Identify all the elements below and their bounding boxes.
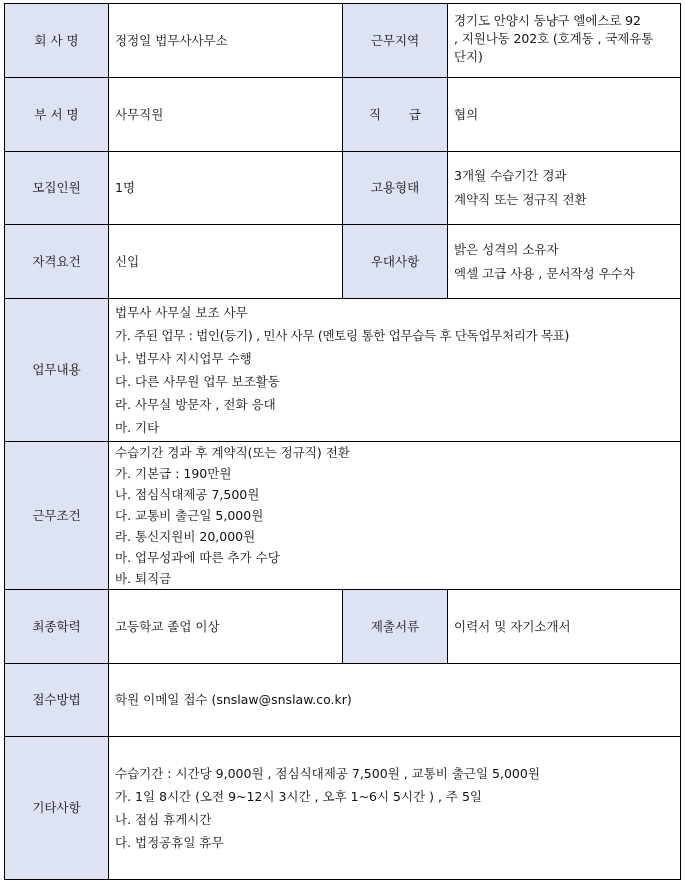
location-line: 경기도 안양시 동냥구 엘에스로 92	[454, 13, 641, 28]
education-label: 최종학력	[5, 590, 109, 664]
conditions-line: 바. 퇴직금	[115, 571, 172, 586]
headcount-value: 1명	[109, 152, 343, 225]
education-value: 고등학교 졸업 이상	[109, 590, 343, 664]
duties-label: 업무내용	[5, 299, 109, 442]
application-value: 학원 이메일 접수 (snslaw@snslaw.co.kr)	[109, 664, 681, 737]
duties-value	[109, 299, 681, 442]
row-conditions	[5, 442, 681, 590]
row-other	[5, 737, 681, 880]
other-line: 가. 1일 8시간 (오전 9~12시 3시간 , 오후 1~6시 5시간 ) , 주 5일	[115, 789, 483, 804]
documents-value: 이력서 및 자기소개서	[448, 590, 681, 664]
conditions-line: 수습기간 경과 후 계약직(또는 정규직) 전환	[115, 445, 350, 460]
duties-line: 라. 사무실 방문자 , 전화 응대	[115, 397, 276, 412]
company-label: 회 사 명	[5, 4, 109, 78]
department-label: 부 서 명	[5, 78, 109, 152]
row-headcount	[5, 152, 681, 225]
employment-type-value	[448, 152, 681, 225]
employment-type-label: 고용형태	[343, 152, 448, 225]
location-line: , 지원나동 202호 (호계동 , 국제유통	[454, 31, 654, 46]
headcount-label: 모집인원	[5, 152, 109, 225]
qualification-value: 신입	[109, 225, 343, 299]
company-value: 정정일 법무사사무소	[109, 4, 343, 78]
preference-line: 엑셀 고급 사용 , 문서작성 우수자	[454, 265, 635, 281]
conditions-label: 근무조건	[5, 442, 109, 590]
conditions-line: 마. 업무성과에 따른 추가 수당	[115, 550, 280, 565]
row-application	[5, 664, 681, 737]
duties-line: 나. 법무사 지시업무 수행	[115, 351, 252, 366]
documents-label: 제출서류	[343, 590, 448, 664]
conditions-line: 나. 점심식대제공 7,500원	[115, 487, 260, 502]
row-qualification	[5, 225, 681, 299]
location-value	[448, 4, 681, 78]
employment-type-line: 계약직 또는 정규직 전환	[454, 192, 587, 207]
conditions-line: 가. 기본급 : 190만원	[115, 466, 232, 481]
duties-line: 법무사 사무실 보조 사무	[115, 305, 248, 320]
row-education	[5, 590, 681, 664]
preference-value	[448, 225, 681, 299]
row-duties	[5, 299, 681, 442]
rank-label: 직 급	[343, 78, 448, 152]
duties-line: 가. 주된 업무 : 법인(등기) , 민사 사무 (멘토링 통한 업무습득 후 단독업무처리가 목표)	[115, 328, 570, 343]
other-line: 수습기간 : 시간당 9,000원 , 점심식대제공 7,500원 , 교통비 출근일 5,000원	[115, 766, 540, 781]
other-line: 나. 점심 휴게시간	[115, 812, 212, 827]
other-value	[109, 737, 681, 880]
employment-type-line: 3개월 수습기간 경과	[454, 168, 567, 183]
rank-value: 협의	[448, 78, 681, 152]
other-label: 기타사항	[5, 737, 109, 880]
location-label: 근무지역	[343, 4, 448, 78]
row-department	[5, 78, 681, 152]
row-company	[5, 4, 681, 78]
conditions-line: 라. 통신지원비 20,000원	[115, 529, 256, 544]
location-line: 단지)	[454, 49, 483, 64]
job-posting-table	[4, 3, 681, 880]
duties-line: 다. 다른 사무원 업무 보조활동	[115, 374, 280, 389]
qualification-label: 자격요건	[5, 225, 109, 299]
other-line: 다. 법정공휴일 휴무	[115, 835, 224, 850]
duties-line: 마. 기타	[115, 420, 160, 435]
preference-label: 우대사항	[343, 225, 448, 299]
application-label: 접수방법	[5, 664, 109, 737]
preference-line: 밝은 성격의 소유자	[454, 241, 559, 257]
conditions-value	[109, 442, 681, 590]
conditions-line: 다. 교통비 출근일 5,000원	[115, 508, 264, 523]
department-value: 사무직원	[109, 78, 343, 152]
